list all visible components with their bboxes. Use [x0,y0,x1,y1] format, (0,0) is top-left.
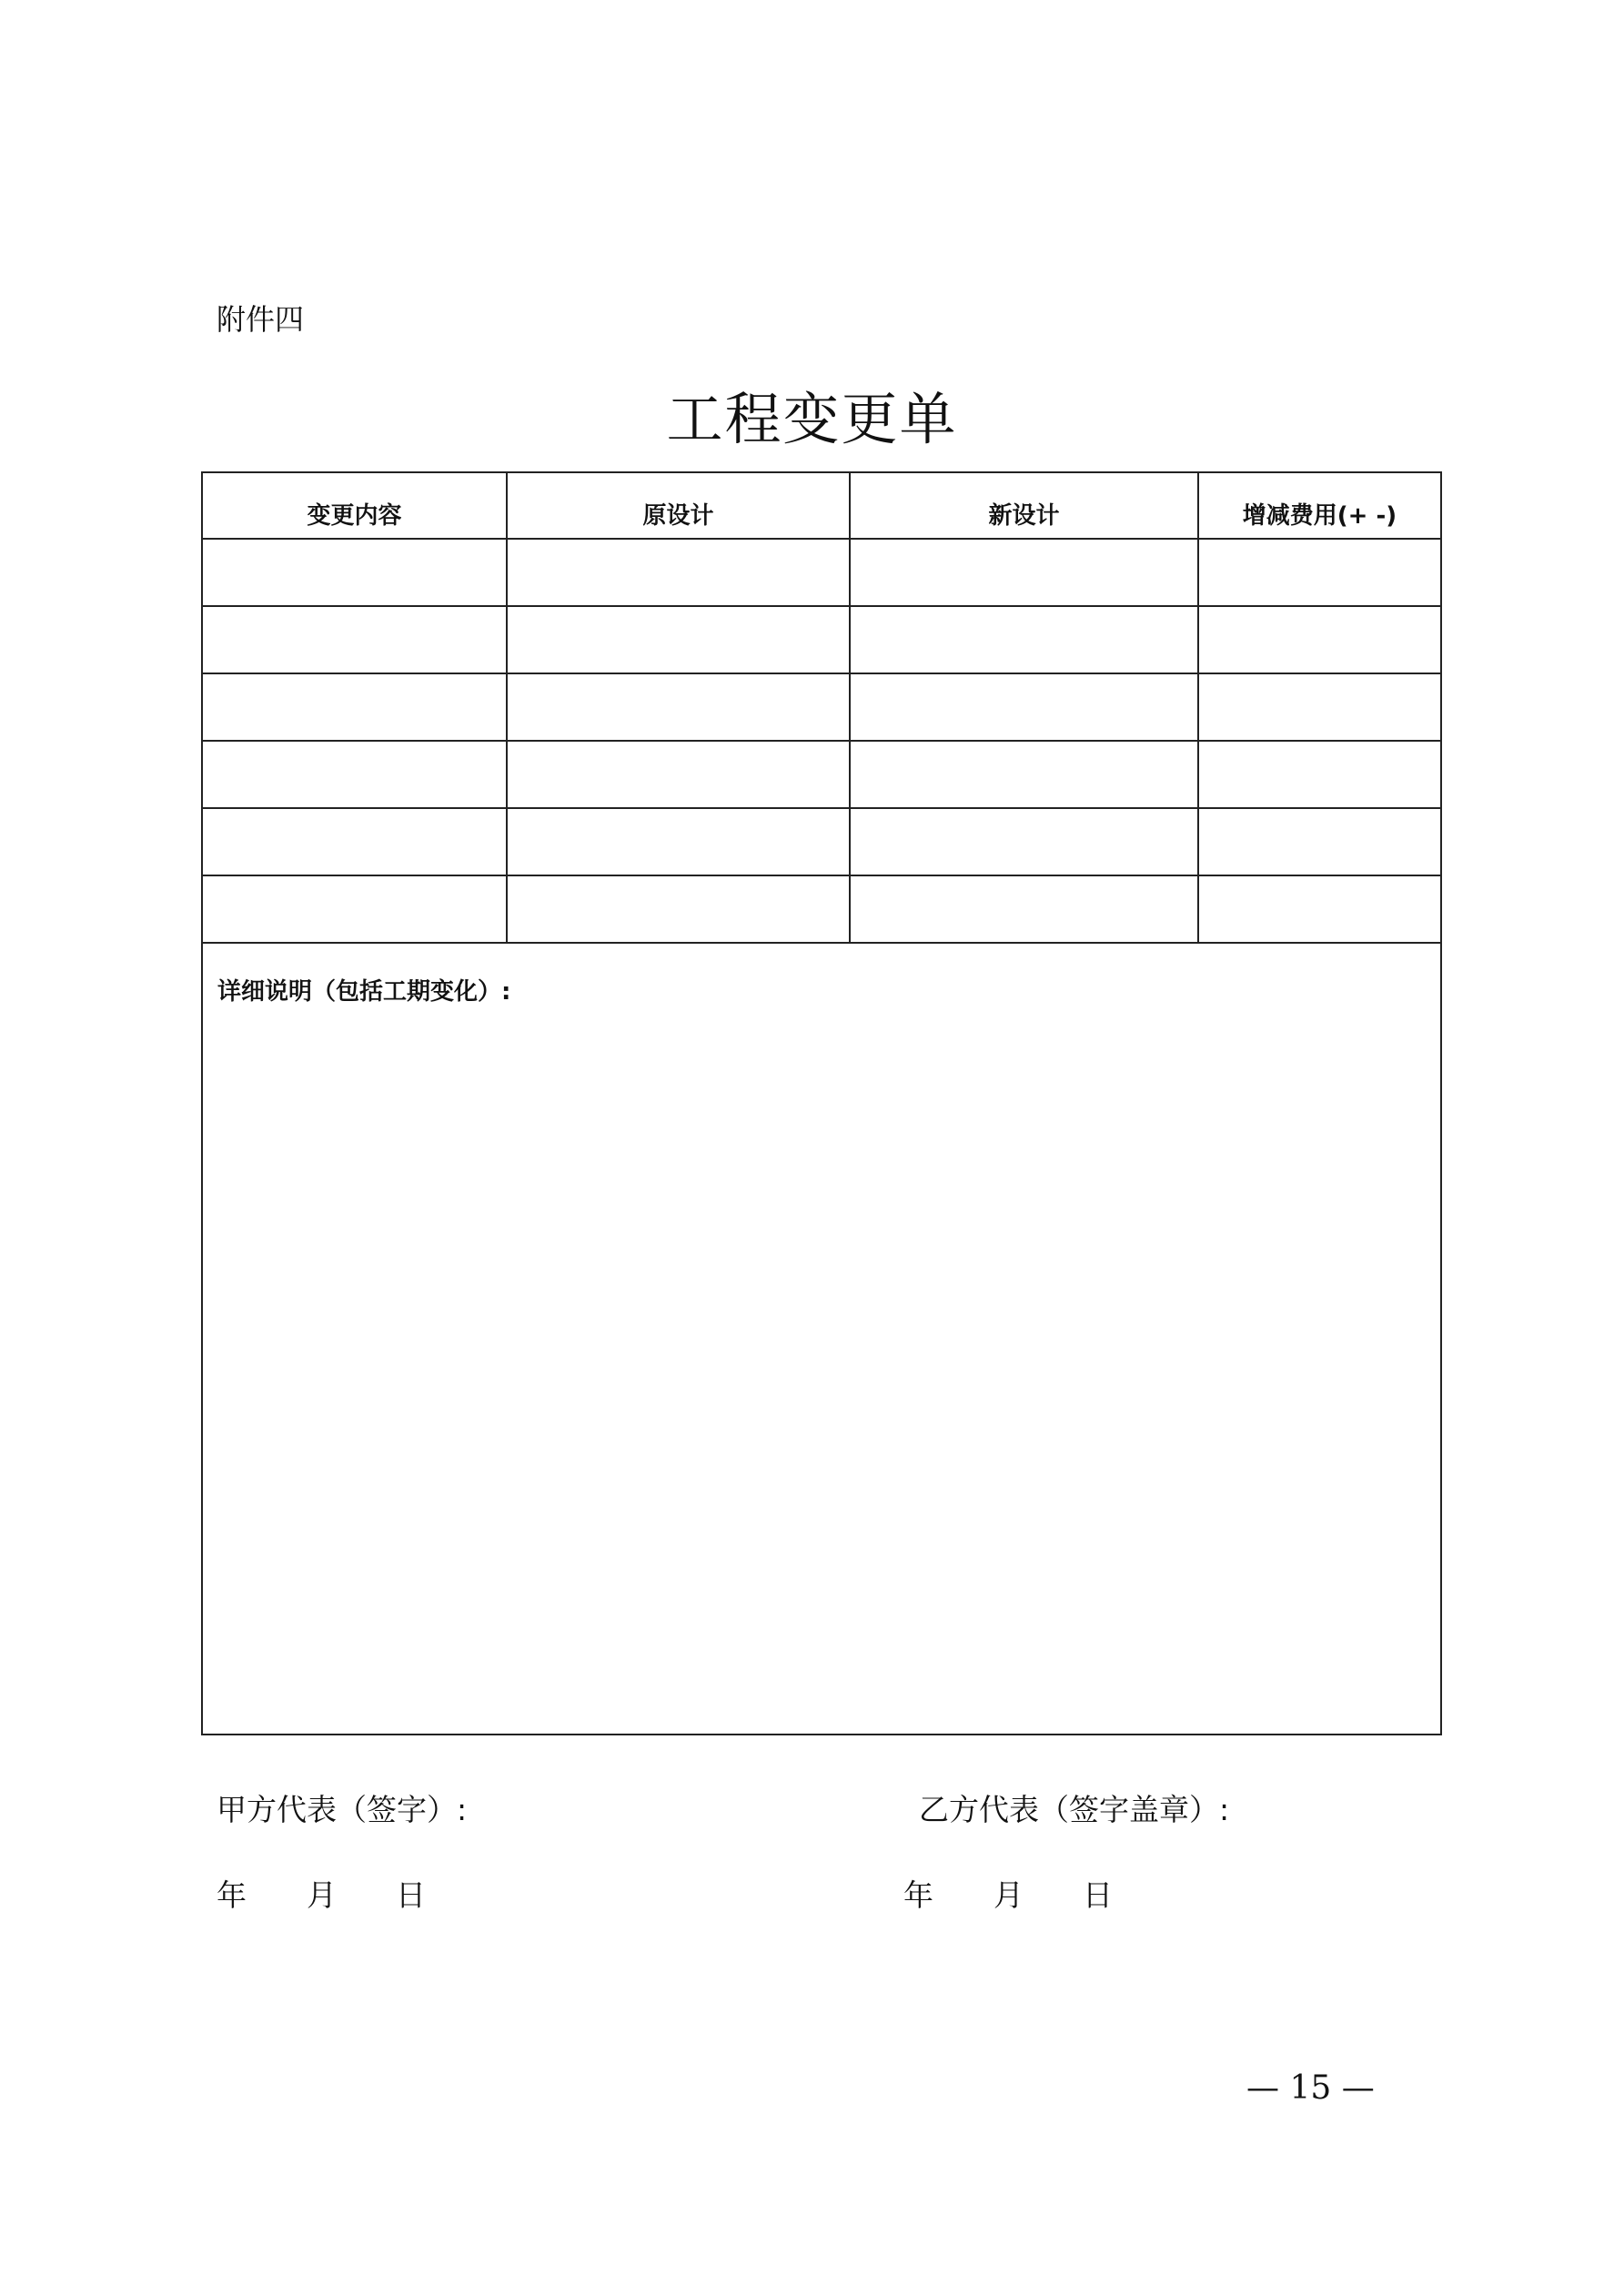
party-b-day-label: 日 [1083,1877,1113,1913]
table-cell[interactable] [507,606,850,673]
table-row [202,875,1441,943]
table-cell[interactable] [507,673,850,741]
table-cell[interactable] [1198,808,1441,875]
table-row [202,808,1441,875]
header-original-design: 原设计 [507,472,850,539]
page-number: — 15 — [1246,2069,1375,2107]
table-cell[interactable] [1198,673,1441,741]
party-a-signature-label: 甲方代表（签字）: [217,1792,468,1827]
table-cell[interactable] [202,741,507,808]
table-cell[interactable] [850,875,1198,943]
detail-row [202,943,1441,1735]
table-row [202,673,1441,741]
table-cell[interactable] [202,808,507,875]
document-title: 工程变更单 [666,386,958,452]
table-cell[interactable] [850,808,1198,875]
table-cell[interactable] [850,539,1198,606]
table-cell[interactable] [202,673,507,741]
table-cell[interactable] [850,741,1198,808]
party-a-day-label: 日 [396,1877,426,1913]
table-cell[interactable] [507,808,850,875]
table-cell[interactable] [202,875,507,943]
party-b-signature-label: 乙方代表（签字盖章）: [919,1792,1230,1827]
table-cell[interactable] [202,539,507,606]
table-cell[interactable] [1198,606,1441,673]
table-cell[interactable] [507,875,850,943]
table-cell[interactable] [1198,539,1441,606]
table-cell[interactable] [850,606,1198,673]
table-row [202,741,1441,808]
header-cost-change: 增减费用(+ -) [1198,472,1441,539]
attachment-label: 附件四 [217,302,305,337]
table-cell[interactable] [507,741,850,808]
table-cell[interactable] [507,539,850,606]
party-a-year-label: 年 [217,1877,247,1913]
table-row [202,606,1441,673]
detail-description-label: 详细说明（包括工期变化）: [217,978,511,1006]
party-a-month-label: 月 [307,1877,337,1913]
table-cell[interactable] [850,673,1198,741]
party-b-month-label: 月 [994,1877,1024,1913]
header-change-content: 变更内容 [202,472,507,539]
detail-description-cell[interactable] [202,943,1441,1735]
table-row [202,539,1441,606]
table-cell[interactable] [1198,875,1441,943]
table-header-row [202,472,1441,539]
header-new-design: 新设计 [850,472,1198,539]
table-cell[interactable] [1198,741,1441,808]
change-order-table [201,471,1442,1735]
table-cell[interactable] [202,606,507,673]
party-b-year-label: 年 [903,1877,933,1913]
